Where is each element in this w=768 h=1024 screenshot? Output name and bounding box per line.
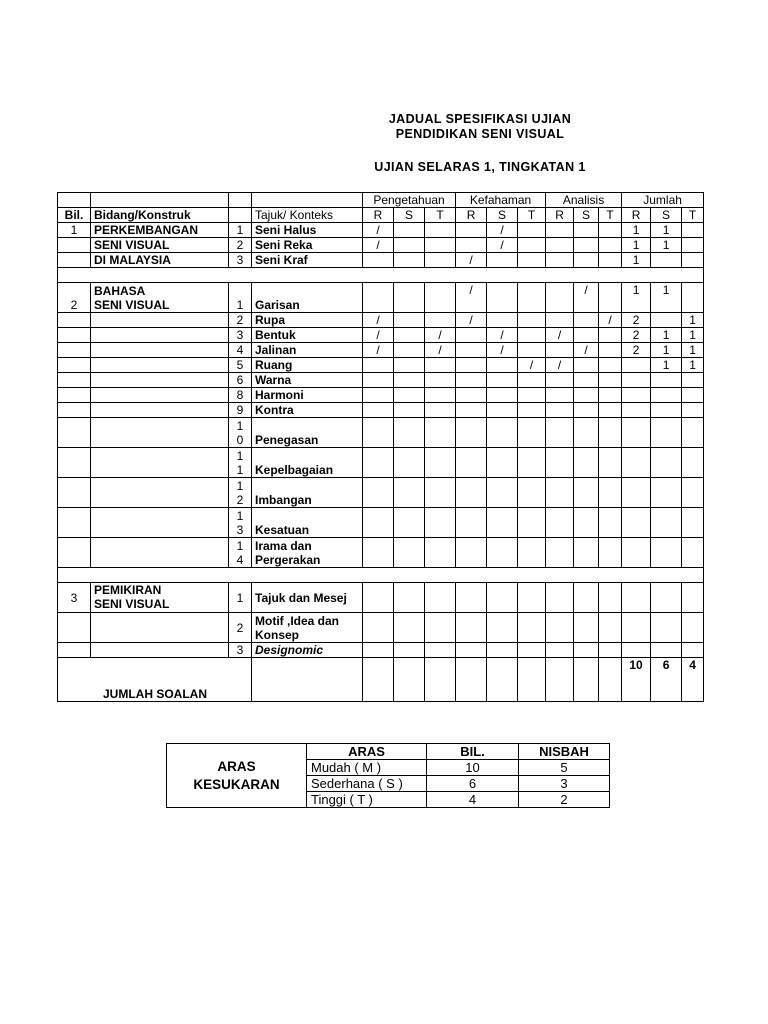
jumlah-cell <box>682 283 704 313</box>
mark-cell: / <box>456 283 487 313</box>
section-divider <box>58 268 704 283</box>
bidang-cell: PEMIKIRAN SENI VISUAL <box>91 583 229 613</box>
jumlah-cell: 1 <box>651 283 682 313</box>
tajuk-cell: Kepelbagaian <box>252 448 363 478</box>
no-cell: 1 4 <box>229 538 252 568</box>
jumlah-cell: 1 <box>651 238 682 253</box>
mark-cell: / <box>363 328 394 343</box>
no-cell: 1 0 <box>229 418 252 448</box>
nisbah-header: NISBAH <box>519 744 610 760</box>
no-cell: 1 <box>229 283 252 313</box>
tajuk-cell: Harmoni <box>252 388 363 403</box>
aras-kesukaran-table <box>166 743 610 808</box>
table-row <box>58 373 704 388</box>
group-header: Analisis <box>546 193 622 208</box>
table-row <box>58 478 704 508</box>
sub-header: T <box>599 208 622 223</box>
sub-header: R <box>622 208 651 223</box>
col-tajuk-header: Tajuk/ Konteks <box>252 208 363 223</box>
tajuk-cell: Kontra <box>252 403 363 418</box>
no-cell: 8 <box>229 388 252 403</box>
jumlah-cell: 1 <box>651 358 682 373</box>
mark-cell: / <box>574 343 599 358</box>
jumlah-cell: 1 <box>682 313 704 328</box>
mark-cell: / <box>425 328 456 343</box>
no-cell: 1 2 <box>229 478 252 508</box>
col-bil-header: Bil. <box>58 208 91 223</box>
jumlah-cell: 2 <box>622 343 651 358</box>
no-cell: 5 <box>229 358 252 373</box>
table-row <box>58 643 704 658</box>
mark-cell: / <box>546 328 574 343</box>
doc-subtitle: UJIAN SELARAS 1, TINGKATAN 1 <box>374 160 586 174</box>
total-s: 6 <box>651 658 682 702</box>
jumlah-cell: 1 <box>622 238 651 253</box>
table-row <box>58 418 704 448</box>
col-bidang-header: Bidang/Konstruk <box>91 208 229 223</box>
total-row <box>58 658 704 702</box>
jumlah-cell: 1 <box>682 328 704 343</box>
jumlah-cell: 1 <box>682 343 704 358</box>
jumlah-cell: 1 <box>622 283 651 313</box>
aras-bil: 10 <box>427 760 519 776</box>
mark-cell: / <box>425 343 456 358</box>
jumlah-cell: 1 <box>622 253 651 268</box>
tajuk-cell: Irama dan Pergerakan <box>252 538 363 568</box>
no-cell: 2 <box>229 613 252 643</box>
tajuk-cell: Rupa <box>252 313 363 328</box>
bidang-cell: SENI VISUAL <box>91 238 229 253</box>
jumlah-cell: 1 <box>682 358 704 373</box>
no-cell: 2 <box>229 238 252 253</box>
no-cell: 1 <box>229 223 252 238</box>
tajuk-cell: Tajuk dan Mesej <box>252 583 363 613</box>
no-cell: 1 <box>229 583 252 613</box>
aras-level: Sederhana ( S ) <box>307 776 427 792</box>
table-row <box>58 358 704 373</box>
no-cell: 1 1 <box>229 448 252 478</box>
jumlah-cell <box>651 313 682 328</box>
tajuk-cell: Designomic <box>252 643 363 658</box>
group-header: Pengetahuan <box>363 193 456 208</box>
mark-cell: / <box>487 223 518 238</box>
jumlah-cell: 1 <box>651 328 682 343</box>
mark-cell: / <box>456 253 487 268</box>
aras-nisbah: 3 <box>519 776 610 792</box>
jumlah-cell <box>651 253 682 268</box>
table-row <box>58 538 704 568</box>
tajuk-cell: Seni Kraf <box>252 253 363 268</box>
sub-header: S <box>487 208 518 223</box>
mark-cell: / <box>363 223 394 238</box>
mark-cell: / <box>363 313 394 328</box>
sub-header: T <box>425 208 456 223</box>
mark-cell: / <box>363 343 394 358</box>
aras-level: Mudah ( M ) <box>307 760 427 776</box>
section-divider <box>58 568 704 583</box>
jumlah-cell <box>682 223 704 238</box>
jumlah-cell <box>622 358 651 373</box>
mark-cell: / <box>546 358 574 373</box>
bil-cell: 2 <box>58 283 91 313</box>
no-cell: 3 <box>229 328 252 343</box>
table-row <box>58 403 704 418</box>
tajuk-cell: Seni Reka <box>252 238 363 253</box>
table-row <box>58 238 704 253</box>
table-row <box>58 283 704 313</box>
sub-header: R <box>456 208 487 223</box>
tajuk-cell: Bentuk <box>252 328 363 343</box>
total-r: 10 <box>622 658 651 702</box>
bidang-cell: BAHASA SENI VISUAL <box>91 283 229 313</box>
mark-cell: / <box>487 343 518 358</box>
group-header: Jumlah <box>622 193 704 208</box>
jumlah-cell: 1 <box>651 223 682 238</box>
bil-header: BIL. <box>427 744 519 760</box>
sub-header: S <box>574 208 599 223</box>
aras-level: Tinggi ( T ) <box>307 792 427 808</box>
tajuk-cell: Penegasan <box>252 418 363 448</box>
no-cell: 9 <box>229 403 252 418</box>
jumlah-cell <box>682 253 704 268</box>
aras-nisbah: 2 <box>519 792 610 808</box>
jumlah-cell <box>682 238 704 253</box>
tajuk-cell: Kesatuan <box>252 508 363 538</box>
total-label: JUMLAH SOALAN <box>58 658 252 702</box>
tajuk-cell: Seni Halus <box>252 223 363 238</box>
no-cell: 6 <box>229 373 252 388</box>
mark-cell: / <box>363 238 394 253</box>
doc-title-line2: PENDIDIKAN SENI VISUAL <box>395 127 565 141</box>
total-t: 4 <box>682 658 704 702</box>
table-row <box>58 253 704 268</box>
bidang-cell: DI MALAYSIA <box>91 253 229 268</box>
jumlah-cell: 1 <box>651 343 682 358</box>
sub-header: T <box>682 208 704 223</box>
aras-bil: 4 <box>427 792 519 808</box>
aras-nisbah: 5 <box>519 760 610 776</box>
jumlah-cell: 1 <box>622 223 651 238</box>
bidang-cell: PERKEMBANGAN <box>91 223 229 238</box>
tajuk-cell: Ruang <box>252 358 363 373</box>
tajuk-cell: Garisan <box>252 283 363 313</box>
mark-cell: / <box>456 313 487 328</box>
mark-cell: / <box>518 358 546 373</box>
jumlah-cell: 2 <box>622 313 651 328</box>
sub-header: S <box>651 208 682 223</box>
aras-header: ARAS <box>307 744 427 760</box>
jumlah-cell: 2 <box>622 328 651 343</box>
aras-kesukaran-label: ARAS KESUKARAN <box>167 744 307 808</box>
mark-cell: / <box>574 283 599 313</box>
bil-cell: 1 <box>58 223 91 238</box>
sub-header: R <box>546 208 574 223</box>
table-header-row-1 <box>58 193 704 208</box>
sub-header: R <box>363 208 394 223</box>
no-cell: 3 <box>229 643 252 658</box>
tajuk-cell: Motif ,Idea dan Konsep <box>252 613 363 643</box>
table-row <box>58 343 704 358</box>
mark-cell: / <box>487 238 518 253</box>
no-cell: 2 <box>229 313 252 328</box>
tajuk-cell: Warna <box>252 373 363 388</box>
tajuk-cell: Imbangan <box>252 478 363 508</box>
table-row <box>58 508 704 538</box>
tajuk-cell: Jalinan <box>252 343 363 358</box>
table-row <box>58 613 704 643</box>
table-row <box>58 448 704 478</box>
table-row <box>58 313 704 328</box>
table-row <box>58 223 704 238</box>
no-cell: 4 <box>229 343 252 358</box>
no-cell: 1 3 <box>229 508 252 538</box>
table-header-row-2 <box>58 208 704 223</box>
sub-header: S <box>394 208 425 223</box>
group-header: Kefahaman <box>456 193 546 208</box>
bil-cell: 3 <box>58 583 91 613</box>
table-row <box>58 328 704 343</box>
table-row <box>58 388 704 403</box>
sub-header: T <box>518 208 546 223</box>
doc-title-line1: JADUAL SPESIFIKASI UJIAN <box>388 112 572 126</box>
aras-bil: 6 <box>427 776 519 792</box>
mark-cell: / <box>487 328 518 343</box>
specification-table <box>57 192 704 702</box>
mark-cell: / <box>599 313 622 328</box>
table-row <box>58 583 704 613</box>
no-cell: 3 <box>229 253 252 268</box>
